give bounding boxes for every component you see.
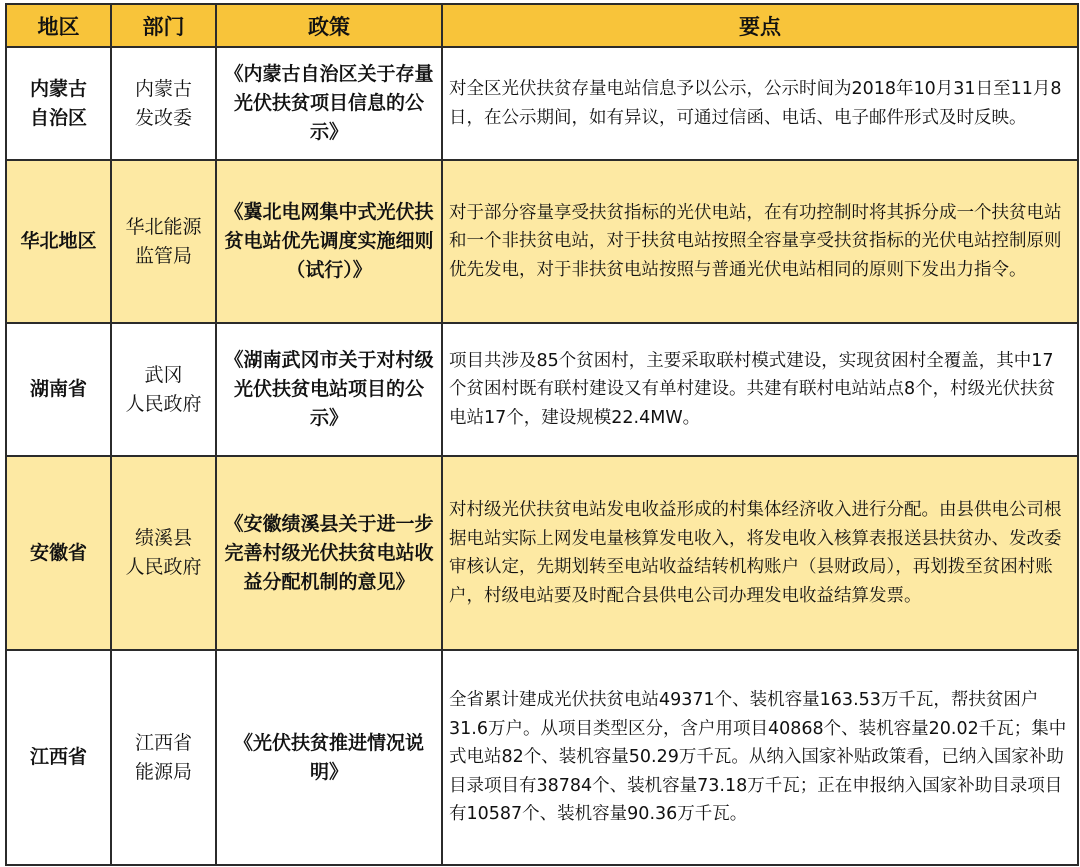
department-line: 绩溪县 xyxy=(134,527,192,549)
points-cell: 对村级光伏扶贫电站发电收益形成的村集体经济收入进行分配。由县供电公司根据电站实际上网发电量核算发电收入，将发电收入核算表报送县扶贫办、发改委审核认定，先期划转至电站收益结转机构账户（县财政局），再划拨至贫困村账户，村级电站要及时配合县供电公司办理发电收益结算发票。 xyxy=(442,456,1078,650)
header-points: 要点 xyxy=(442,4,1078,47)
department-line: 武冈 xyxy=(144,363,183,386)
region-line: 安徽省 xyxy=(29,541,87,564)
department-line: 内蒙古 xyxy=(134,77,192,100)
points-cell: 对全区光伏扶贫存量电站信息予以公示，公示时间为2018年10月31日至11月8日，在公示期间，如有异议，可通过信函、电话、电子邮件形式及时反映。 xyxy=(442,47,1078,160)
header-row xyxy=(6,4,1078,47)
table-row xyxy=(6,650,1078,865)
department-cell xyxy=(111,160,216,323)
department-line: 华北能源 xyxy=(125,215,202,238)
department-line: 人民政府 xyxy=(125,392,202,415)
department-cell xyxy=(111,456,216,650)
policy-cell: 《光伏扶贫推进情况说明》 xyxy=(216,650,442,865)
policy-table xyxy=(5,3,1079,866)
region-line: 内蒙古 xyxy=(29,77,87,100)
department-line: 发改委 xyxy=(134,106,192,129)
table-row xyxy=(6,323,1078,456)
department-line: 江西省 xyxy=(134,731,192,754)
region-cell xyxy=(6,323,111,456)
department-line: 人民政府 xyxy=(125,556,202,578)
header-region: 地区 xyxy=(6,4,111,47)
table-row xyxy=(6,47,1078,160)
department-cell xyxy=(111,47,216,160)
department-cell xyxy=(111,650,216,865)
header-policy: 政策 xyxy=(216,4,442,47)
region-line: 自治区 xyxy=(29,106,87,129)
points-cell: 对于部分容量享受扶贫指标的光伏电站，在有功控制时将其拆分成一个扶贫电站和一个非扶贫电站，对于扶贫电站按照全容量享受扶贫指标的光伏电站控制原则优先发电，对于非扶贫电站按照与普通光伏电站相同的原则下发出力指令。 xyxy=(442,160,1078,323)
region-cell xyxy=(6,456,111,650)
region-line: 江西省 xyxy=(29,746,87,768)
table-row xyxy=(6,160,1078,323)
policy-cell: 《湖南武冈市关于对村级光伏扶贫电站项目的公示》 xyxy=(216,323,442,456)
policy-cell: 《冀北电网集中式光伏扶贫电站优先调度实施细则（试行）》 xyxy=(216,160,442,323)
department-cell xyxy=(111,323,216,456)
policy-cell: 《内蒙古自治区关于存量光伏扶贫项目信息的公示》 xyxy=(216,47,442,160)
region-cell xyxy=(6,160,111,323)
region-line: 华北地区 xyxy=(20,230,97,252)
region-cell xyxy=(6,47,111,160)
department-line: 能源局 xyxy=(134,760,192,783)
header-department: 部门 xyxy=(111,4,216,47)
region-line: 湖南省 xyxy=(29,378,87,400)
points-cell: 全省累计建成光伏扶贫电站49371个、装机容量163.53万千瓦，帮扶贫困户31.6万户。从项目类型区分，含户用项目40868个、装机容量20.02千瓦；集中式电站82个、装机容量50.29万千瓦。从纳入国家补贴政策看，已纳入国家补助目录项目有38784个、装机容量73.18万千瓦；正在申报纳入国家补助目录项目有10587个、装机容量90.36万千瓦。 xyxy=(442,650,1078,865)
points-cell: 项目共涉及85个贫困村，主要采取联村模式建设，实现贫困村全覆盖，其中17个贫困村既有联村建设又有单村建设。共建有联村电站站点8个，村级光伏扶贫电站17个，建设规模22.4MW。 xyxy=(442,323,1078,456)
table-row xyxy=(6,456,1078,650)
region-cell xyxy=(6,650,111,865)
policy-cell: 《安徽绩溪县关于进一步完善村级光伏扶贫电站收益分配机制的意见》 xyxy=(216,456,442,650)
department-line: 监管局 xyxy=(134,244,192,267)
